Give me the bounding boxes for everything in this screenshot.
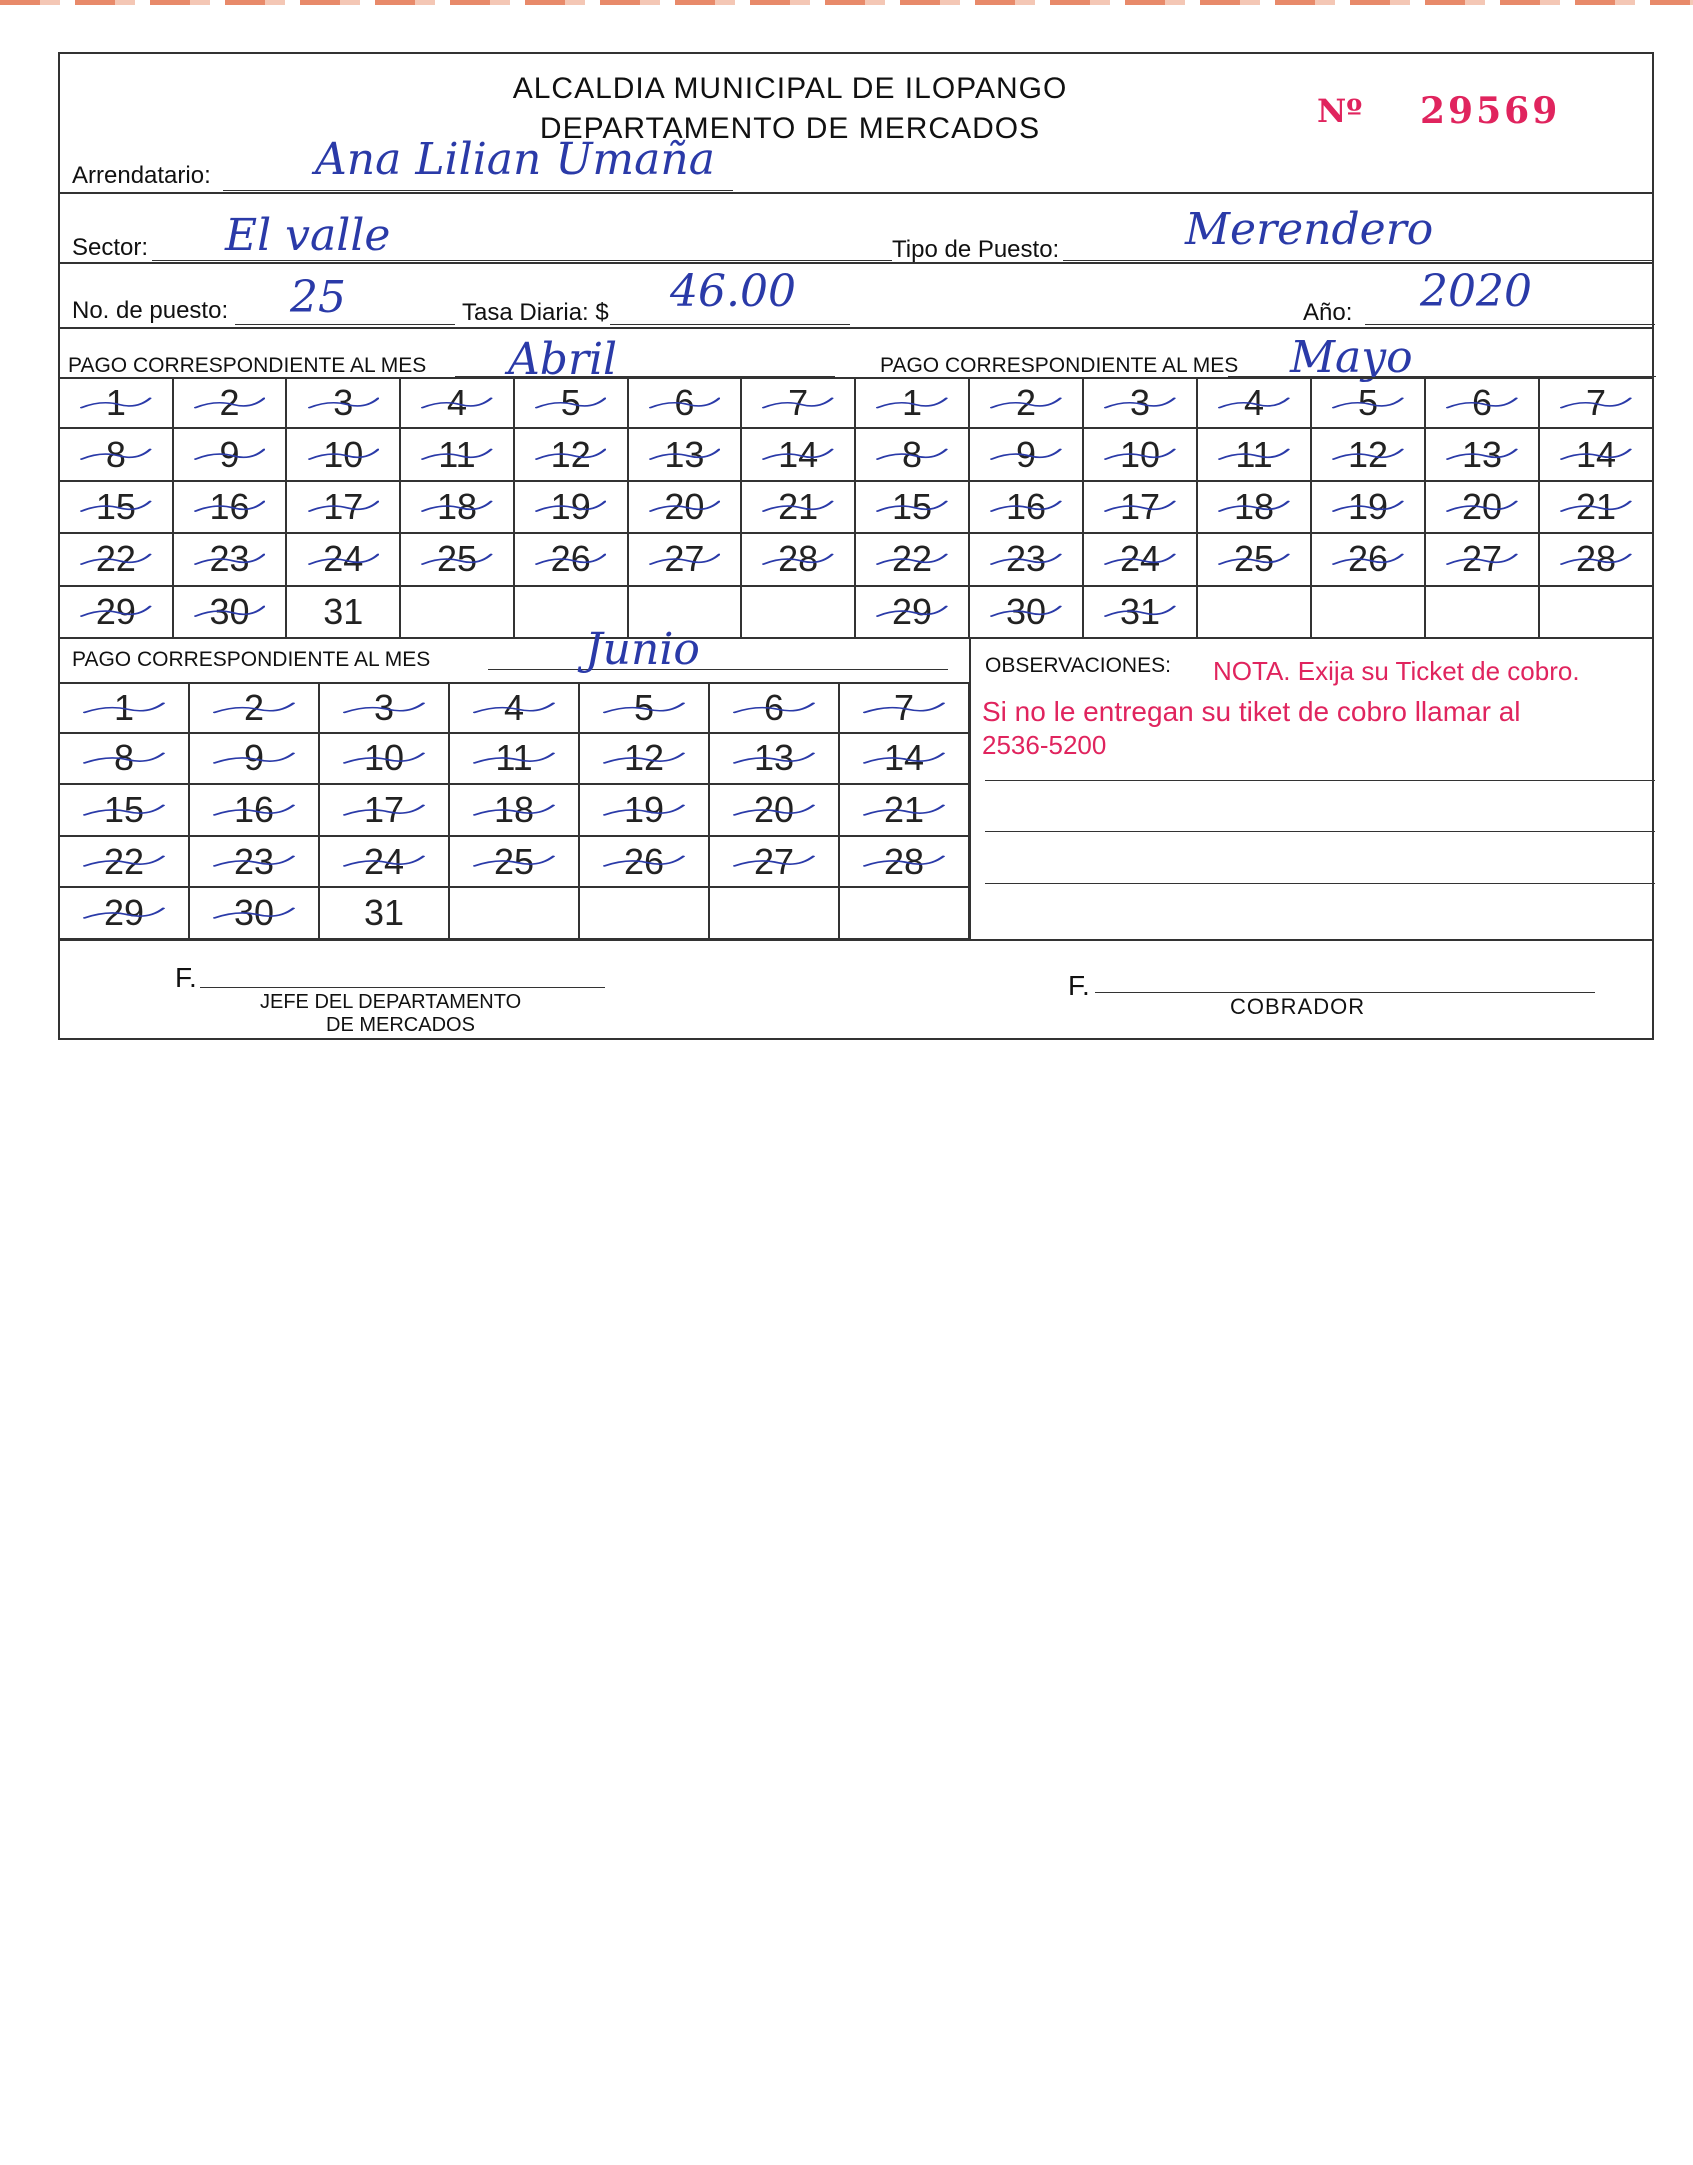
calendar-junio (60, 682, 970, 940)
day-cell (190, 785, 320, 837)
day-cell (401, 377, 515, 429)
day-cell (856, 482, 970, 534)
day-cell (1426, 482, 1540, 534)
tasa-value: 46.00 (670, 266, 796, 317)
puesto-value: 25 (290, 272, 346, 323)
tipo-label: Tipo de Puesto: (892, 236, 1060, 263)
day-cell (190, 734, 320, 786)
day-number: 11 (495, 737, 533, 779)
day-number: 6 (674, 382, 695, 424)
day-cell (515, 482, 629, 534)
top-edge-border (0, 0, 1693, 5)
day-cell (710, 734, 840, 786)
day-number: 16 (209, 485, 250, 527)
day-cell (970, 534, 1084, 586)
puesto-underline (235, 324, 455, 325)
divider (60, 262, 1652, 264)
day-cell (320, 734, 450, 786)
day-number: 8 (113, 737, 135, 779)
day-number: 29 (891, 590, 933, 632)
day-cell (1426, 429, 1540, 481)
day-number: 11 (438, 433, 476, 475)
puesto-label: No. de puesto: (72, 297, 229, 324)
day-number: 26 (550, 538, 591, 580)
day-number: 23 (233, 840, 275, 882)
divider (60, 192, 1652, 194)
day-number: 2 (219, 382, 240, 424)
day-cell (970, 377, 1084, 429)
day-cell (1540, 482, 1654, 534)
day-number: 7 (1585, 382, 1607, 424)
day-number: 28 (1575, 538, 1617, 580)
day-cell (710, 888, 840, 940)
day-number: 29 (95, 590, 136, 632)
day-number: 18 (1233, 485, 1275, 527)
day-cell (1084, 482, 1198, 534)
telefono-text: 2536-5200 (982, 730, 1107, 760)
day-number: 6 (1471, 382, 1493, 424)
day-cell (320, 682, 450, 734)
day-number: 13 (664, 433, 705, 475)
day-cell (60, 534, 174, 586)
day-cell (970, 587, 1084, 639)
day-number: 6 (763, 686, 785, 728)
day-number: 1 (105, 382, 126, 424)
day-number: 30 (233, 892, 275, 934)
day-number: 14 (1575, 433, 1617, 475)
day-cell (580, 785, 710, 837)
day-number: 30 (209, 590, 250, 632)
divider (60, 939, 1652, 941)
day-cell (1084, 377, 1198, 429)
day-cell (515, 534, 629, 586)
observaciones-line (985, 883, 1655, 884)
day-cell (629, 482, 743, 534)
day-number: 21 (883, 788, 925, 830)
day-cell (1540, 377, 1654, 429)
aviso-text: Si no le entregan su tiket de cobro llamar al (982, 696, 1521, 727)
day-cell (287, 587, 401, 639)
day-number: 5 (560, 382, 581, 424)
day-number: 3 (333, 382, 354, 424)
day-cell (60, 377, 174, 429)
day-cell (174, 482, 288, 534)
day-number: 30 (1005, 590, 1047, 632)
observaciones-label: OBSERVACIONES: (985, 654, 1171, 677)
day-number: 16 (1005, 485, 1047, 527)
tipo-value: Merendero (1185, 204, 1434, 255)
day-cell (710, 682, 840, 734)
day-number: 12 (550, 433, 591, 475)
receipt-number: 29569 (1420, 90, 1561, 132)
day-cell (742, 377, 856, 429)
day-cell (60, 785, 190, 837)
day-number: 11 (1235, 433, 1273, 475)
day-number: 7 (893, 686, 915, 728)
day-number: 10 (323, 433, 364, 475)
observaciones-line (985, 831, 1655, 832)
day-cell (742, 429, 856, 481)
observaciones-divider (969, 639, 971, 939)
day-cell (60, 587, 174, 639)
day-cell (1198, 587, 1312, 639)
day-cell (60, 837, 190, 889)
firma-cobrador-line (1095, 992, 1595, 993)
day-number: 26 (1347, 538, 1389, 580)
payment-card (58, 52, 1654, 1040)
day-cell (515, 377, 629, 429)
day-number: 8 (105, 433, 126, 475)
day-number: 9 (1015, 433, 1037, 475)
firma-cobrador-prefix: F. (1068, 970, 1090, 1001)
day-cell (840, 785, 970, 837)
day-number: 21 (778, 485, 819, 527)
day-cell (450, 837, 580, 889)
divider (60, 327, 1652, 329)
arrendatario-value: Ana Lilian Umaña (315, 134, 715, 185)
day-cell (1084, 587, 1198, 639)
day-number: 3 (1129, 382, 1151, 424)
day-cell (970, 482, 1084, 534)
day-cell (629, 377, 743, 429)
day-number: 5 (633, 686, 655, 728)
day-number: 17 (323, 485, 364, 527)
day-cell (1312, 377, 1426, 429)
day-number: 29 (103, 892, 145, 934)
day-cell (401, 534, 515, 586)
day-number: 21 (1575, 485, 1617, 527)
day-cell (1198, 534, 1312, 586)
day-cell (1198, 377, 1312, 429)
day-cell (450, 682, 580, 734)
day-cell (742, 534, 856, 586)
day-cell (1312, 534, 1426, 586)
month-2-label: PAGO CORRESPONDIENTE AL MES (880, 354, 1239, 377)
day-number: 7 (788, 382, 809, 424)
firma-jefe-label-1: JEFE DEL DEPARTAMENTO (260, 991, 522, 1013)
day-cell (515, 429, 629, 481)
day-number: 24 (323, 538, 364, 580)
day-cell (1312, 587, 1426, 639)
day-cell (174, 534, 288, 586)
day-number: 17 (363, 788, 405, 830)
day-cell (580, 734, 710, 786)
number-label: Nº (1317, 92, 1363, 130)
day-number: 19 (1347, 485, 1389, 527)
day-number: 1 (113, 686, 135, 728)
day-cell (450, 734, 580, 786)
month-3-underline (488, 669, 948, 670)
day-number: 3 (373, 686, 395, 728)
arrendatario-underline (223, 190, 733, 191)
day-cell (1312, 482, 1426, 534)
day-cell (60, 429, 174, 481)
arrendatario-label: Arrendatario: (72, 162, 211, 189)
day-number: 27 (753, 840, 795, 882)
day-number: 19 (550, 485, 591, 527)
day-number: 23 (1005, 538, 1047, 580)
day-cell (320, 785, 450, 837)
anio-value: 2020 (1420, 266, 1532, 317)
day-number: 17 (1119, 485, 1161, 527)
firma-jefe-line (200, 987, 605, 988)
title-line-1: ALCALDIA MUNICIPAL DE ILOPANGO (512, 72, 1068, 105)
day-number: 15 (95, 485, 136, 527)
day-cell (190, 837, 320, 889)
calendar-abril (60, 377, 856, 639)
day-number: 18 (436, 485, 478, 527)
day-number: 19 (623, 788, 665, 830)
day-number: 18 (493, 788, 535, 830)
day-cell (174, 587, 288, 639)
day-number: 10 (1119, 433, 1161, 475)
day-cell (710, 837, 840, 889)
month-3-label: PAGO CORRESPONDIENTE AL MES (72, 648, 431, 671)
day-number: 2 (1015, 382, 1037, 424)
day-number: 28 (883, 840, 925, 882)
day-cell (1084, 429, 1198, 481)
nota-text: NOTA. Exija su Ticket de cobro. (1213, 656, 1580, 686)
day-cell (856, 429, 970, 481)
day-cell (840, 682, 970, 734)
day-number: 20 (753, 788, 795, 830)
day-number: 4 (503, 686, 525, 728)
day-cell (840, 888, 970, 940)
day-number: 24 (363, 840, 405, 882)
day-number: 14 (883, 737, 925, 779)
day-number: 24 (1119, 538, 1161, 580)
day-number: 22 (891, 538, 933, 580)
day-cell (580, 682, 710, 734)
day-cell (1198, 482, 1312, 534)
day-number: 31 (323, 590, 364, 632)
day-cell (60, 482, 174, 534)
day-cell (60, 734, 190, 786)
tasa-label: Tasa Diaria: $ (462, 299, 609, 326)
observaciones-line (985, 780, 1655, 781)
day-cell (856, 587, 970, 639)
month-1-value: Abril (508, 334, 618, 385)
day-number: 15 (103, 788, 145, 830)
tipo-underline (1063, 260, 1653, 261)
day-number: 2 (243, 686, 265, 728)
day-number: 20 (1461, 485, 1503, 527)
day-cell (580, 888, 710, 940)
day-cell (60, 888, 190, 940)
day-cell (840, 837, 970, 889)
day-cell (1312, 429, 1426, 481)
month-1-label: PAGO CORRESPONDIENTE AL MES (68, 354, 427, 377)
day-cell (1540, 587, 1654, 639)
day-cell (742, 587, 856, 639)
day-cell (580, 837, 710, 889)
day-cell (174, 377, 288, 429)
day-number: 4 (446, 382, 467, 424)
day-number: 31 (363, 892, 405, 934)
day-cell (287, 429, 401, 481)
day-cell (629, 429, 743, 481)
day-cell (840, 734, 970, 786)
day-number: 16 (233, 788, 275, 830)
day-cell (287, 482, 401, 534)
day-cell (710, 785, 840, 837)
day-cell (629, 534, 743, 586)
day-number: 15 (891, 485, 933, 527)
day-number: 23 (209, 538, 250, 580)
day-cell (401, 587, 515, 639)
anio-label: Año: (1303, 299, 1353, 326)
day-cell (970, 429, 1084, 481)
day-cell (287, 377, 401, 429)
day-cell (1426, 587, 1540, 639)
sector-value: El valle (225, 210, 391, 261)
day-cell (856, 534, 970, 586)
day-number: 13 (1461, 433, 1503, 475)
day-number: 22 (103, 840, 145, 882)
day-number: 9 (219, 433, 240, 475)
month-3-value: Junio (585, 624, 700, 675)
day-number: 14 (778, 433, 819, 475)
firma-jefe-label-2: DE MERCADOS (326, 1014, 475, 1036)
firma-cobrador-label: COBRADOR (1230, 994, 1366, 1019)
day-number: 25 (436, 538, 478, 580)
day-cell (320, 837, 450, 889)
day-number: 25 (493, 840, 535, 882)
day-number: 4 (1243, 382, 1265, 424)
title-line-2: DEPARTAMENTO DE MERCADOS (539, 112, 1041, 145)
day-cell (742, 482, 856, 534)
calendar-mayo (856, 377, 1654, 639)
day-number: 12 (1347, 433, 1389, 475)
day-cell (1198, 429, 1312, 481)
day-number: 31 (1119, 590, 1161, 632)
day-cell (320, 888, 450, 940)
day-cell (1540, 429, 1654, 481)
day-cell (1540, 534, 1654, 586)
firma-jefe-prefix: F. (175, 962, 197, 993)
day-number: 27 (1461, 538, 1503, 580)
day-number: 9 (243, 737, 265, 779)
day-number: 27 (664, 538, 705, 580)
day-cell (60, 682, 190, 734)
day-cell (401, 429, 515, 481)
day-number: 25 (1233, 538, 1275, 580)
day-cell (174, 429, 288, 481)
day-cell (190, 682, 320, 734)
month-2-value: Mayo (1290, 332, 1413, 383)
day-number: 26 (623, 840, 665, 882)
day-number: 22 (95, 538, 136, 580)
sector-label: Sector: (72, 234, 149, 261)
day-cell (287, 534, 401, 586)
day-number: 10 (363, 737, 405, 779)
day-cell (401, 482, 515, 534)
day-number: 28 (778, 538, 819, 580)
day-number: 12 (623, 737, 665, 779)
day-number: 8 (901, 433, 923, 475)
anio-underline (1365, 324, 1655, 325)
day-cell (190, 888, 320, 940)
day-cell (1084, 534, 1198, 586)
day-number: 13 (753, 737, 795, 779)
day-number: 20 (664, 485, 705, 527)
tasa-underline (610, 324, 850, 325)
day-cell (450, 785, 580, 837)
day-number: 5 (1357, 382, 1379, 424)
day-cell (1426, 377, 1540, 429)
day-cell (450, 888, 580, 940)
day-number: 1 (901, 382, 923, 424)
day-cell (1426, 534, 1540, 586)
day-cell (856, 377, 970, 429)
